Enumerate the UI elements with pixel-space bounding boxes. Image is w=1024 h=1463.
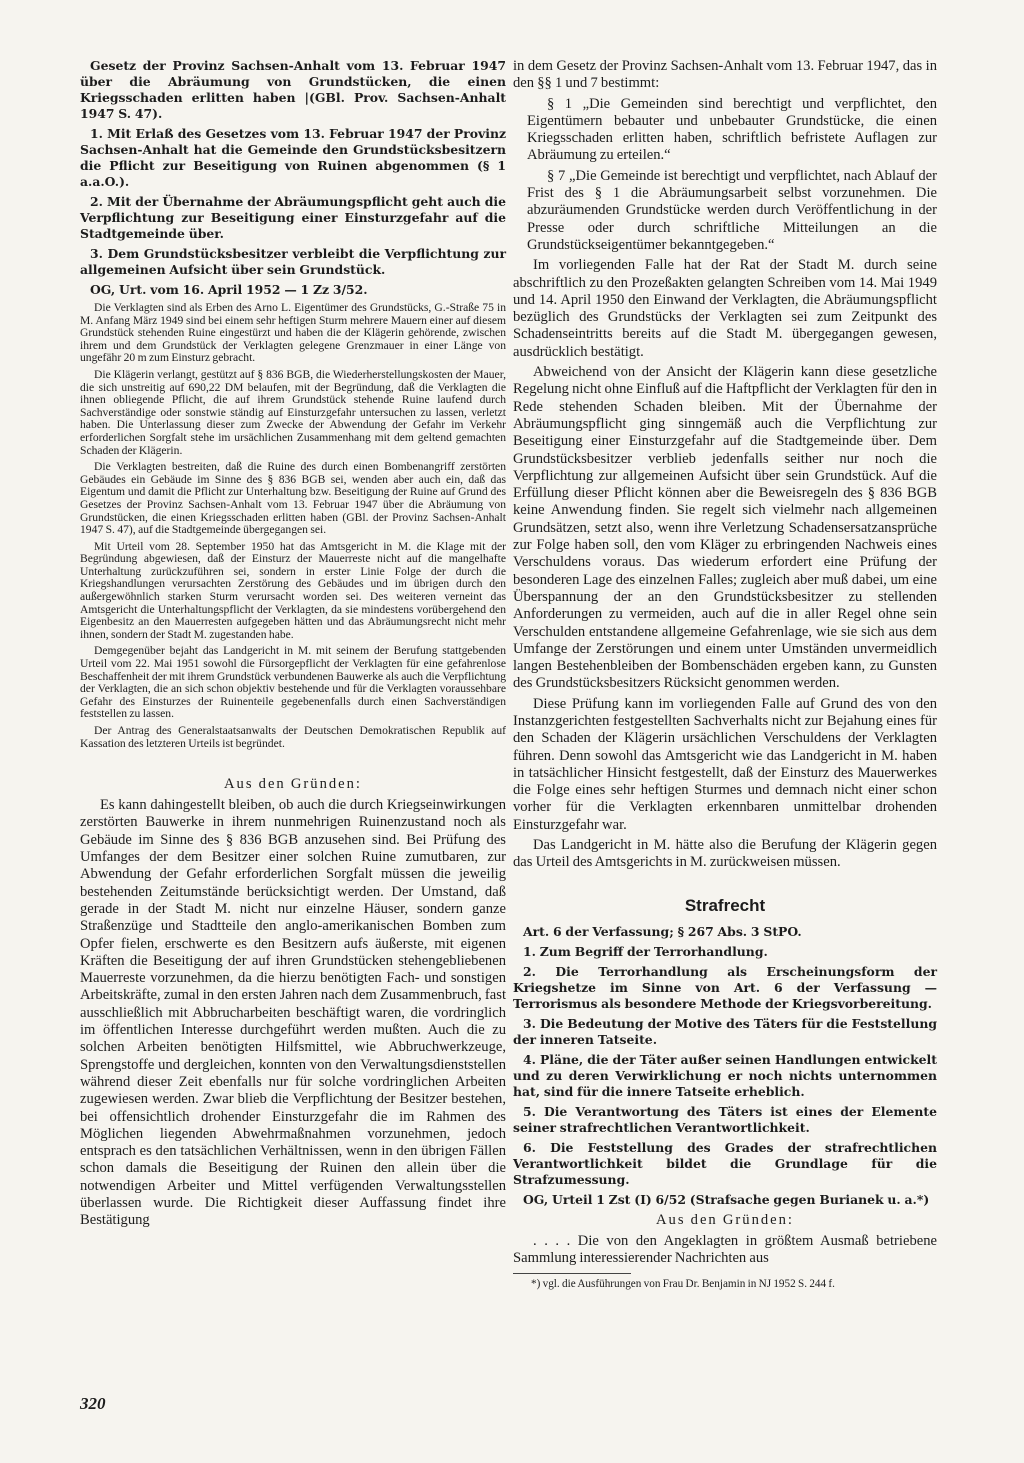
reasons-heading: Aus den Gründen: [655,1211,794,1228]
headnote-3: 3. Die Bedeutung der Motive des Täters für die Feststellung der inneren Tatseite. [513,1015,937,1047]
headnote-4: 4. Pläne, die der Täter außer seinen Handlungen entwickelt und zu deren Verwirklichung er noch nichts unternommen hat, sind für die innere Tatseite erheblich. [513,1051,937,1099]
statute-quote-1: § 1 „Die Gemeinden sind berechtigt und verpflichtet, den Eigentümern bebauter und unbebauter Grundstücke, die einen Kriegsschaden erlitten haben, schriftlich befristete Auflagen zur Abräumung zu erteilen.“ [527,95,937,164]
reasons-heading: Aus den Gründen: [223,776,362,793]
body-paragraph: Diese Prüfung kann im vorliegenden Falle auf Grund des von den Instanzgerichten festgestellten Sachverhalts nicht zur Bejahung eines für den Schaden der Klägerin ursächlichen Verschuldens der Verklagten führen. Denn sowohl das Amtsgericht wie das Landgericht in M. haben in tatsächlicher Hinsicht festgestellt, daß der Einsturz des Mauerwerkes die Folge eines sehr heftigen Sturmes und demnach nicht einer schon vorher für die Verklagten erkennbaren unmittelbar drohenden Einsturzgefahr war. [513,695,937,833]
facts-paragraph: Mit Urteil vom 28. September 1950 hat das Amtsgericht in M. die Klage mit der Begründung abgewiesen, daß der Einsturz der Mauerreste nicht auf die mangelhafte Unterhaltung zurückzuführen sei, sondern in erster Linie Folge der durch die Kriegshandlungen verursachten Zerstörung des Gebäudes und im übrigen durch den außergewöhnlich starken Sturm verursacht worden sei. Des weiteren verneint das Amtsgericht die Unterhaltungspflicht der Verklagten, da sie mindestens vorübergehend den Eigenbesitz an den Mauerresten aufgegeben hätten und das Abräumungsrecht nicht mehr ihnen, sondern der Stadt M. zugestanden habe. [80,539,506,641]
case-citation: OG, Urt. vom 16. April 1952 — 1 Zz 3/52. [90,282,368,297]
headnote-1: 1. Mit Erlaß des Gesetzes vom 13. Februar 1947 der Provinz Sachsen-Anhalt hat die Gemeinde den Grundstücksbesitzern die Pflicht zur Beseitigung von Ruinen abgenommen (§ 1 a.a.O.). [80,126,506,189]
headnote-2: 2. Mit der Übernahme der Abräumungspflicht geht auch die Verpflichtung zur Beseitigung einer Einsturzgefahr auf die Stadtgemeinde über. [80,194,506,241]
facts-paragraph: Die Klägerin verlangt, gestützt auf § 836 BGB, die Wiederherstellungskosten der Mauer, die sich unstreitig auf 690,22 DM belaufen, mit der Begründung, daß die Verklagten die ihnen obliegende Pflicht, die auf ihrem Grundstück stehende Ruine laufend durch Sachverständige oder sonstwie ständig auf Einsturzgefahr untersuchen zu lassen, verletzt haben. Die Unterlassung dieser zum Zwecke der Abwendung der Gefahr im Verkehr erforderlichen Sorgfalt stehe im ursächlichen Zusammenhang mit dem geltend gemachten Schaden der Klägerin. [80,367,506,457]
headnote-6: 6. Die Feststellung des Grades der strafrechtlichen Verantwortlichkeit bildet die Grundlage für die Strafzumessung. [513,1139,937,1187]
body-paragraph: Das Landgericht in M. hätte also die Berufung der Klägerin gegen das Urteil des Amtsgerichts in M. zurückweisen müssen. [513,837,937,871]
case-citation: OG, Urteil 1 Zst (I) 6/52 (Strafsache gegen Burianek u. a.*) [523,1191,930,1207]
facts-paragraph: Die Verklagten sind als Erben des Arno L. Eigentümer des Grundstücks, G.-Straße 75 in M. Anfang März 1949 sind bei einem sehr heftigen Sturm mehrere Mauern einer auf diesem Grundstück stehenden Ruine eingestürzt und haben die der Klägerin gehörende, zwischen ihrem und dem Grundstück der Verklagten gelegene Grenzmauer in einer Länge von ungefähr 20 m zum Einsturz gebracht. [80,301,506,365]
page-number: 320 [80,1394,106,1413]
continuation-text: in dem Gesetz der Provinz Sachsen-Anhalt vom 13. Februar 1947, das in den §§ 1 und 7 bestimmt: [513,58,937,92]
section-title: Strafrecht [684,895,766,915]
footnote: *) vgl. die Ausführungen von Frau Dr. Benjamin in NJ 1952 S. 244 f. [531,1278,835,1291]
left-column [80,58,506,1230]
right-column [513,58,937,1290]
body-paragraph: Im vorliegenden Falle hat der Rat der Stadt M. durch seine abschriftlich zu den Prozeßakten gelangten Schreiben vom 14. Mai 1949 und 14. April 1950 den Einwand der Verklagten, die Abräumungspflicht bezüglich des Grundstücks der Verklagten sei zum Zeitpunkt des Schadenseintritts bereits auf die Stadt M. übergegangen gewesen, ausdrücklich bestätigt. [513,257,937,360]
facts-paragraph: Die Verklagten bestreiten, daß die Ruine des durch einen Bombenangriff zerstörten Gebäudes ein Gebäude im Sinne des § 836 BGB sei, wenden aber auch ein, daß das Eigentum und damit die Pflicht zur Unterhaltung bzw. Beseitigung der Ruine auf Grund des Gesetzes der Provinz Sachsen-Anhalt vom 13. Februar 1947 über die Abräumung von Grundstücken, die einen Kriegsschaden erlitten haben (GBl. der Provinz Sachsen-Anhalt 1947 S. 47), auf die Stadtgemeinde übergegangen sei. [80,460,506,537]
headnote-2: 2. Die Terrorhandlung als Erscheinungsform der Kriegshetze im Sinne von Art. 6 der Verfassung — Terrorismus als besondere Methode der Kriegsvorbereitung. [513,963,937,1011]
headnote-1: 1. Zum Begriff der Terrorhandlung. [523,943,768,959]
reasons-body: . . . . Die von den Angeklagten in größtem Ausmaß betriebene Sammlung interessierender Nachrichten aus [513,1232,937,1266]
headnote-5: 5. Die Verantwortung des Täters ist eines der Elemente seiner strafrechtlichen Verantwortlichkeit. [513,1103,937,1135]
headnote-title: Gesetz der Provinz Sachsen-Anhalt vom 13. Februar 1947 über die Abräumung von Grundstücken, die einen Kriegsschaden erlitten haben |(GBl. Prov. Sachsen-Anhalt 1947 S. 47). [80,58,506,121]
statute-reference: Art. 6 der Verfassung; § 267 Abs. 3 StPO. [523,923,802,939]
statute-quote-7: § 7 „Die Gemeinde ist berechtigt und verpflichtet, nach Ablauf der Frist des § 1 die Abräumungsarbeit selbst vorzunehmen. Die abzuräumenden Grundstücke werden durch Veröffentlichung in der Presse oder durch schriftliche Mitteilungen an die Grundstückseigentümer bekanntgegeben.“ [527,167,937,253]
body-paragraph: Abweichend von der Ansicht der Klägerin kann diese gesetzliche Regelung nicht ohne Einfluß auf die Haftpflicht der Verklagten für den in Rede stehenden Schaden bleiben. Mit der Übernahme der Abräumungspflicht ging sinngemäß auch die Verpflichtung zur Beseitigung einer Einsturzgefahr auf die Stadtgemeinde über. Dem Grundstücksbesitzer verblieb jedenfalls seither nur noch die Verpflichtung zur allgemeinen Aufsicht über sein Grundstück. Auf die Erfüllung dieser Pflicht können aber die Beweisregeln des § 836 BGB keine Anwendung finden. Sie regelt sich vielmehr nach allgemeinen Grundsätzen, setzt also, wenn ihre Verletzung Schadensersatzansprüche zur Folge haben soll, den vom Kläger zu erbringenden Nachweis eines Verschuldens voraus. Das wiederum erfordert eine Prüfung der besonderen Lage des einzelnen Falles; zugleich aber muß dabei, um eine Überspannung der an den Grundstücksbesitzer zu stellenden Anforderungen zu vermeiden, auch auf die in aller Regel ohne sein Verschulden entstandene allgemeine Gefahrenlage, wie sie sich aus dem Umfange der Zerstörungen und einem unter Umständen unvermeidlich langen Bestehenbleiben der Bombenschäden ergeben kann, zu Gunsten des Grundstücksbesitzers Rücksicht genommen werden. [513,364,937,692]
footnote-rule [513,1273,631,1274]
facts-paragraph: Der Antrag des Generalstaatsanwalts der Deutschen Demokratischen Republik auf Kassation des letzteren Urteils ist begründet. [80,724,506,750]
facts-paragraph: Demgegenüber bejaht das Landgericht in M. mit seinem der Berufung stattgebenden Urteil vom 22. Mai 1951 sowohl die Fürsorgepflicht der Verklagten für eine gefahrenlose Beschaffenheit der mit ihrem Grundstück verbundenen Bauwerke als auch die Verpflichtung der Verklagten, die an sich schon objektiv bestehende und für die Verklagten voraussehbare Gefahr des Einsturzes der Ruinenteile gegebenenfalls durch einen Sachverständigen feststellen zu lassen. [80,644,506,721]
headnote-3: 3. Dem Grundstücksbesitzer verbleibt die Verpflichtung zur allgemeinen Aufsicht über sein Grundstück. [80,246,506,277]
reasons-body: Es kann dahingestellt bleiben, ob auch die durch Kriegseinwirkungen zerstörten Bauwerke in ihrem nunmehrigen Ruinenzustand noch als Gebäude im Sinne des § 836 BGB anzusehen sind. Bei Prüfung des Umfanges der dem Besitzer einer solchen Ruine zumutbaren, zur Abwendung der Gefahr erforderlichen Sorgfalt müssen die jeweilig bestehenden Zeitumstände berücksichtigt werden. Der Umstand, daß gerade in der Stadt M. nicht nur einzelne Häuser, sondern ganze Straßenzüge und Stadtteile den anglo-amerikanischen Bomben zum Opfer fielen, erschwerte es den Besitzern aufs äußerste, mit eigenen Kräften die Beseitigung der auf ihren Grundstücken stehengebliebenen Mauerreste vorzunehmen, da die hierzu benötigten Fach- und sonstigen Arbeitskräfte, zumal in den ersten Jahren nach dem Zusammenbruch, fast ausschließlich mit Abbrucharbeiten beschäftigt waren, die vordringlich im öffentlichen Interesse durchgeführt werden mußten. Auch die zu solchen Arbeiten benötigten Hilfsmittel, wie Abbruchwerkzeuge, Sprengstoffe und dergleichen, konnten von den Verwaltungsdienststellen während dieser Zeit ebenfalls nur für solche vordringlichen Arbeiten zugewiesen werden. Zwar blieb die Verpflichtung der Besitzer bestehen, bei offensichtlich drohender Einsturzgefahr die im Rahmen des Möglichen liegenden Abwehrmaßnahmen vorzunehmen, jedoch entsprach es den tatsächlichen Verhältnissen, wenn in den übrigen Fällen schon damals die Beseitigung der Ruinen den allein über die notwendigen Arbeiter und Mittel verfügenden Verwaltungsstellen überlassen wurde. Die Richtigkeit dieser Auffassung findet ihre Bestätigung [80,797,506,1229]
